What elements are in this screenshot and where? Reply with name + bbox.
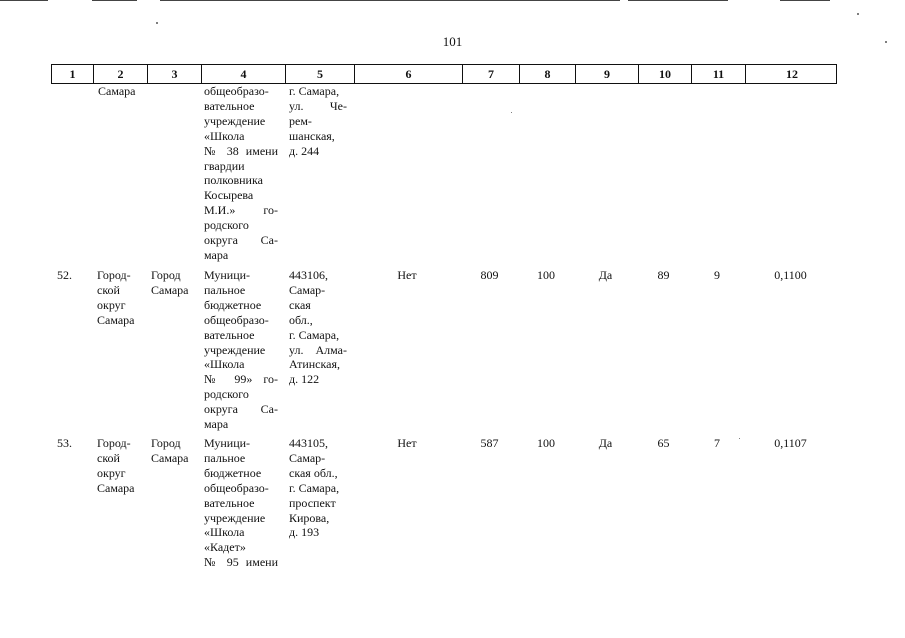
page-number: 101 (442, 34, 463, 49)
header-cell-2: 2 (93, 65, 147, 83)
header-cell-3: 3 (147, 65, 201, 83)
cell-col10: 65 (657, 436, 670, 450)
cell-row-number: 53. (57, 436, 72, 450)
header-cell-7: 7 (462, 65, 519, 83)
cell-col9: Да (598, 268, 613, 282)
cell-col9: Да (598, 436, 613, 450)
cell-col6: Нет (397, 268, 417, 282)
cell-col8: 100 (537, 436, 555, 450)
header-cell-10: 10 (638, 65, 691, 83)
header-cell-9: 9 (575, 65, 638, 83)
scan-edge-line (780, 0, 830, 1)
cell-col11: 7 (714, 436, 720, 450)
cell-col7: 587 (480, 436, 499, 450)
cell-address: 443106, Самар- ская обл., г. Самара, ул. Алма- Атинская, д. 122 (289, 268, 347, 387)
cell-address: г. Самара, ул. Че- рем- шанская, д. 244 (289, 84, 347, 158)
cell-municipality: Город- ской округ Самара (97, 268, 135, 327)
cell-municipality: Город- ской округ Самара (97, 436, 135, 495)
header-cell-12: 12 (745, 65, 838, 83)
cell-settlement: Город Самара (151, 268, 189, 297)
scan-speck (511, 112, 512, 113)
header-cell-11: 11 (691, 65, 745, 83)
cell-col8: 100 (537, 268, 555, 282)
header-cell-4: 4 (201, 65, 285, 83)
scan-edge-line (160, 0, 620, 1)
cell-col6: Нет (397, 436, 417, 450)
cell-col12: 0,1107 (774, 436, 807, 450)
cell-municipality: Самара (98, 84, 136, 98)
header-cell-8: 8 (519, 65, 575, 83)
scan-edge-line (0, 0, 48, 1)
cell-row-number: 52. (57, 268, 72, 282)
cell-address: 443105, Самар- ская обл., г. Самара, проспект Кирова, д. 193 (289, 436, 340, 540)
cell-col11: 9 (714, 268, 720, 282)
scan-edge-line (92, 0, 137, 1)
header-cell-5: 5 (285, 65, 354, 83)
scan-edge-line (628, 0, 728, 1)
scan-speck (156, 22, 158, 24)
cell-col7: 809 (480, 268, 499, 282)
cell-settlement: Город Самара (151, 436, 189, 465)
header-cell-6: 6 (354, 65, 462, 83)
table-header-row (51, 64, 837, 84)
cell-institution-name: общеобразо- вательное учреждение «Школа № 38 имени гвардии полковника Косырева М.И.» го- родского округа Са- мара (204, 84, 278, 262)
cell-institution-name: Муници- пальное бюджетное общеобразо- вательное учреждение «Школа № 99» го- родского округа Са- мара (204, 268, 278, 432)
header-cell-1: 1 (69, 67, 76, 81)
cell-institution-name: Муници- пальное бюджетное общеобразо- вательное учреждение «Школа «Кадет» № 95 имени (204, 436, 278, 570)
cell-col12: 0,1100 (774, 268, 807, 282)
cell-col10: 89 (657, 268, 670, 282)
scan-speck (857, 13, 859, 15)
